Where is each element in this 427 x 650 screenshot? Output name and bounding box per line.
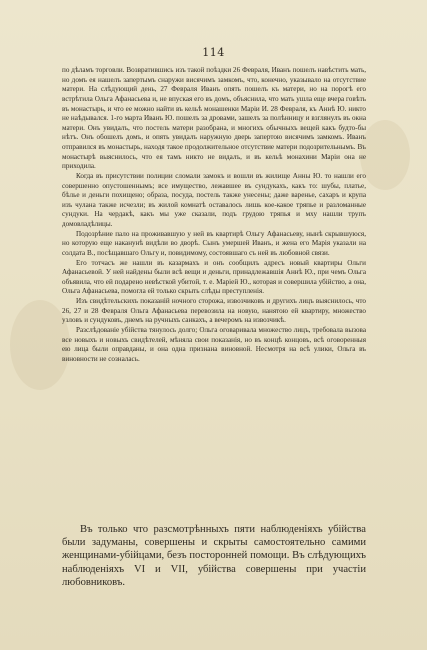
paragraph: Когда въ присутствии полиции сломали замокъ и вошли въ жилище Анны Ю. то нашли его совершенно опустошеннымъ; все имущество, лежавшее въ сундукахъ, какъ то: шубы, платье, бѣлье и деньги похищено; образа, посуда, постель также унесены; даже варенье, сахаръ и крупа изъ чулана также исчезли; въ жилой комнатѣ оставалось лишь кое-какое тряпье и разломанные сундуки. На чердакѣ, какъ мы уже сказали, подъ грудою тряпья и мху нашли трупъ домовладѣлицы. (62, 171, 366, 228)
paragraph: Его тотчасъ же нашли въ казармахъ и онъ сообщилъ адресъ новый квартиры Ольги Афанасьевой. У ней найдены были всѣ вещи и деньги, принадлежавшiя Аннѣ Ю., при чемъ Ольга объявила, что ей подарено невѣсткой убитой, т. е. Марiей Ю., которая и совершила убiйство, а она, Ольга Афанасьева, помогла ей только скрыть слѣды преступленiя. (62, 258, 366, 296)
paper-stain (360, 120, 410, 190)
paragraph: Разслѣдованiе убiйства тянулось долго; Ольга оговаривала множество лицъ, требовала вызова все новыхъ и новыхъ свидѣтелей, мѣняла свои показанiя, но въ концѣ концовъ, всѣ оговоренныя ею лица были оправданы, и она одна признана виновной. Несмотря на всѣ улики, Ольга въ виновности не созналась. (62, 325, 366, 363)
paragraph: Подозрѣние пало на проживавшую у ней въ квартирѣ Ольгу Афанасьеву, нынѣ скрывшуюся, но которую еще наканунѣ видѣли во дворѣ. Сынъ умершей Иванъ, и жена его Марiя указали на солдата В., посѣщавшаго Ольгу и, повидимому, состоявшаго съ ней въ любовной связи. (62, 229, 366, 257)
body-text (62, 66, 366, 364)
paragraph: по дѣламъ торговли. Возвратившись изъ такой поѣздки 26 Февраля, Иванъ пошелъ навѣстить мать, но домъ ея нашелъ запертымъ снаружи висячимъ замкомъ, что, конечно, указывало на отсутствие матери. На слѣдующий день, 27 Февраля Иванъ опять пошелъ къ матери, но на порогѣ его встрѣтила Ольга Афанасьева и, не впуская его въ домъ, объяснила, что мать ушла еще вчера говѣть въ монастырь, и что ее можно найти въ кельѣ монашенки Марiи И. 28 Февраля, къ Аннѣ Ю. никто не наѣдывался. 1-го марта Иванъ Ю. пошелъ за дровами, зашелъ за полѣнницу и взглянулъ въ окна матери. Онъ увидалъ, что постель матери разобрана, и многихъ обычныхъ вещей какъ будто-бы нѣтъ. Онъ обошелъ домъ, и опять увидалъ наружную дверь запертою висячимъ замкомъ. Иванъ отправился въ монастырь, находя такое продолжительное отсутствие матери подозрительнымъ. Въ монастырѣ выяснилось, что ея тамъ никто не видалъ, и въ кельѣ монахини Марiи она не приходила. (62, 66, 366, 171)
conclusion-text (62, 523, 366, 589)
page-number: 114 (202, 46, 225, 59)
paragraph: Изъ свидѣтельскихъ показанiй ночного сторожа, извозчиковъ и другихъ лицъ выяснилось, что 26, 27 и 28 Февраля Ольга Афанасьева перевозила на новую, нанятою ей квартиру, множество узловъ и сундуковъ, днемъ на ручныхъ санкахъ, а вечеромъ на извозчикѣ. (62, 297, 366, 325)
paper-stain (10, 300, 70, 390)
conclusion-paragraph: Въ только что разсмотрѣнныхъ пяти наблюденiяхъ убiйства были задуманы, совершены и скрыты самостоятельно самими женщинами-убiйцами, безъ посторонней помощи. Въ слѣдующихъ наблюденiяхъ VI и VII, убiйства совершены при участiи любовниковъ. (62, 524, 366, 588)
